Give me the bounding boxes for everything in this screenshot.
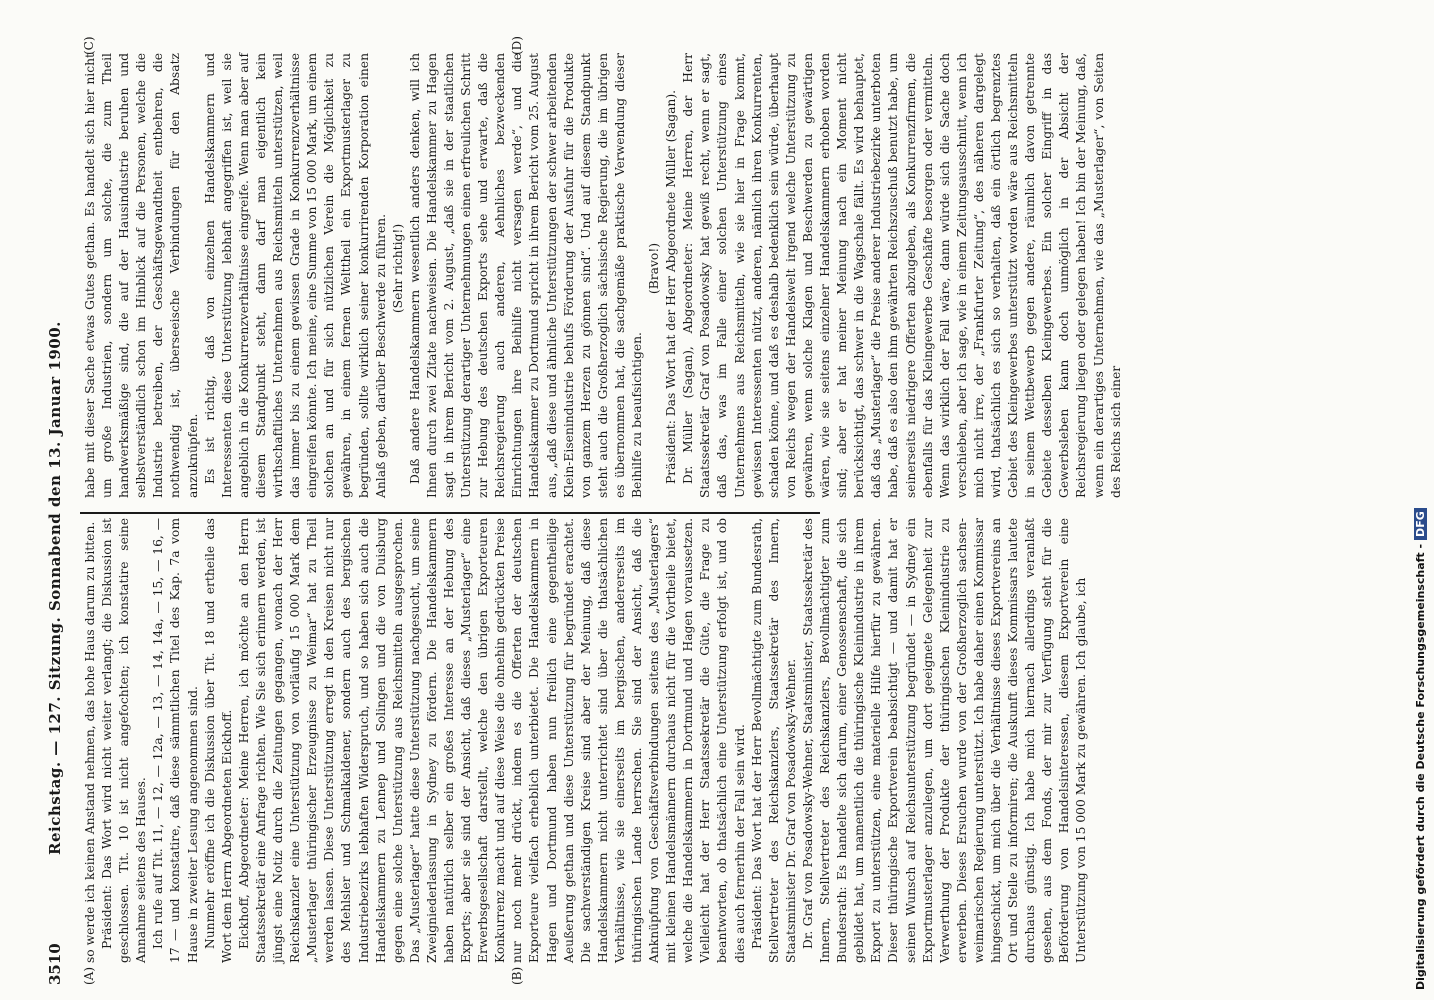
paragraph: (Sehr richtig!): [390, 223, 405, 314]
digitization-credit: [1414, 508, 1427, 990]
left-column: [82, 518, 1089, 963]
paragraph: Es ist richtig, daß von einzelnen Handelskammern und Interessenten diese Unterstützung lebhaft angegriffen ist, weil sie angeblich in die Konkurrenzverhältnisse eingreife. Wenn man aber auf diesem Standpunkt steht, dann darf man eigentlich kein wirthschaftliches Unternehmen aus Reichsmitteln unterstützen, weil das immer bis zu einem gewissen Grade in Konkurrenzverhältnisse eingreifen könnte. Ich meine, eine Summe von 15 000 Mark, um einem solchen an und für sich nützlichen Verein die Möglichkeit zu gewähren, in einem fernen Welttheil ein Exportmusterlager zu begründen, sollte wirklich seiner konkurrirenden Korporation einen Anlaß geben, darüber Beschwerde zu führen.: [202, 53, 388, 498]
dfg-logo: DFG: [1414, 508, 1427, 540]
paragraph: (Bravo!): [647, 242, 662, 295]
credit-text: Digitalisierung gefördert durch die Deutsche Forschungsgemeinschaft -: [1414, 543, 1427, 990]
page-title: Reichstag. — 127. Sitzung. Sonnabend den 13. Januar 1900.: [46, 321, 64, 855]
paragraph: Ich rufe auf Tit. 11, — 12, — 12a, — 13, — 14, 14a, — 15, — 16, — 17 — und konstatire, daß diese sämmtlichen Titel des Kap. 7a vom Hause in zweiter Lesung angenommen sind.: [151, 518, 200, 963]
margin-marker-b: (B): [510, 966, 524, 985]
page-number: 3510: [46, 943, 64, 985]
paragraph: Präsident: Das Wort hat der Herr Abgeordnete Müller (Sagan).: [664, 89, 679, 484]
page-header: [40, 35, 68, 985]
paragraph: Präsident: Das Wort wird nicht weiter verlangt; die Diskussion ist geschlossen. Tit. 10 ist nicht angefochten; ich konstatire seine Annahme seitens des Hauses.: [100, 518, 149, 963]
paragraph: Daß andere Handelskammern wesentlich anders denken, will ich Ihnen durch zwei Zitate nachweisen. Die Handelskammer zu Hagen sagt in ihrem Bericht vom 2. August, „daß sie in der staatlichen Unterstützung derartiger Unternehmungen einen erfreulichen Schritt zur Hebung des deutschen Exports sehe und erwarte, daß die Reichsregierung auch anderen, Aehnliches bezweckenden Einrichtungen ihre Beihilfe nicht versagen werde“, und die Handelskammer zu Dortmund spricht in ihrem Bericht vom 25. August aus, „daß diese und ähnliche Unterstützungen der schwer arbeitenden Klein-Eisenindustrie behufs Förderung der Ausfuhr für die Produkte von ganzem Herzen zu gönnen sind“. Und auf diesem Standpunkt steht auch die Großherzoglich sächsische Regierung, die im übrigen es übernommen hat, die sachgemäße praktische Verwendung dieser Beihilfe zu beaufsichtigen.: [407, 53, 644, 498]
column-divider: [80, 512, 820, 514]
paragraph: Dr. Müller (Sagan), Abgeordneter: Meine Herren, der Herr Staatssekretär Graf von Posadowsky hat gewiß recht, wenn er sagt, daß das, was im Falle einer solchen Unterstützung eines Unternehmens aus Reichsmitteln, wie sie hier in Frage kommt, gewissen Interessenten nützt, anderen, nämlich ihren Konkurrenten, schaden könne, und daß es deshalb bedenklich sein würde, überhaupt von Reichs wegen der Handelswelt irgend welche Unterstützung zu gewähren, wenn solche Klagen und Beschwerden zu gewärtigen wären, wie sie seitens einzelner Handelskammern erhoben worden sind; aber er hat meiner Meinung nach ein Moment nicht berücksichtigt, das schwer in die Wagschale fällt. Es wird behauptet, daß das „Musterlager“ die Preise anderer Industriebezirke unterboten habe, daß es also den ihm gewährten Reichszuschuß benutzt habe, um seinerseits niedrigere Offerten abzugeben, als Konkurrenzfirmen, die ebenfalls für das Kleingewerbe Geschäfte besorgen oder vermitteln. Wenn das wirklich der Fall wäre, dann würde sich die Sache doch verschieben, aber ich sage, wie in einem Zeitungsausschnitt, wenn ich mich nicht irre, der „Frankfurter Zeitung“, des näheren dargelegt wird, thatsächlich es sich so verhalten, daß ein örtlich begrenztes Gebiet des Kleingewerbes unterstützt worden wäre aus Reichsmitteln in seinem Wettbewerb gegen andere, räumlich davon getrennte Gebiete desselben Kleingewerbes. Ein solcher Eingriff in das Gewerbsleben kann doch unmöglich in der Absicht der Reichsregierung liegen oder gelegen haben! Ich bin der Meinung, daß, wenn ein derartiges Unternehmen, wie das „Musterlager“, von Seiten des Reichs sich einer: [681, 52, 1123, 498]
rotated-page-content: [40, 35, 1123, 985]
margin-marker-a: (A): [82, 966, 96, 985]
paragraph: Eickhoff, Abgeordneter: Meine Herren, ich möchte an den Herrn Staatssekretär eine Anfrage richten. Wie Sie sich erinnern werden, ist jüngst eine Notiz durch die Zeitungen gegangen, wonach der Herr Reichskanzler eine Unterstützung von vorläufig 15 000 Mark dem „Musterlager thüringischer Erzeugnisse zu Weimar“ hat zu Theil werden lassen. Diese Unterstützung erregt in den Kreisen nicht nur des Mehlsler und Schmalkaldener, sondern auch des bergischen Industriebezirks lebhaften Widerspruch, und so haben sich auch die Handelskammern zu Lennep und Solingen und die von Duisburg gegen eine solche Unterstützung aus Reichsmitteln ausgesprochen. Das „Musterlager“ hatte diese Unterstützung nachgesucht, um seine Zweigniederlassung in Sydney zu fördern. Die Handelskammern haben natürlich selber ein großes Interesse an der Hebung des Exports; aber sie sind der Ansicht, daß dieses „Musterlager“ eine Erwerbsgesellschaft darstellt, welche den übrigen Exporteuren Konkurrenz macht und auf diese Weise die ohnehin gedrückten Preise nur noch mehr drückt, indem es die Offerten der deutschen Exporteure vielfach erheblich unterbietet. Die Handelskammern in Hagen und Dortmund haben nun freilich eine gegentheilige Aeußerung gethan und diese Unterstützung für begründet erachtet. Die sachverständigen Kreise sind aber der Meinung, daß diese Handelskammern nicht unterrichtet sind über die thatsächlichen Verhältnisse, wie sie einerseits im bergischen, andererseits im thüringischen Lande herrschen. Sie sind der Ansicht, daß die Anknüpfung von Geschäftsverbindungen seitens des „Musterlagers“ mit kleinen Handelsmännern durchaus nicht für die Vortheile bietet, welche die Handelskammern in Dortmund und Hagen voraussetzen. Vielleicht hat der Herr Staatssekretär die Güte, die Frage zu beantworten, ob thatsächlich eine Unterstützung erfolgt ist, und ob dies auch fernerhin der Fall sein wird.: [236, 518, 747, 963]
paragraph: habe mit dieser Sache etwas Gutes gethan. Es handelt sich hier nicht um große Industrien, sondern um solche, die zum Theil handwerksmäßige sind, die auf der Hausindustrie beruhen und selbstverständlich schon im Hinblick auf die Personen, welche die Industrie betreiben, der Geschäftsgewandtheit entbehren, die nothwendig ist, überseeische Verbindungen für den Absatz anzuknüpfen.: [83, 53, 200, 498]
paragraph: so werde ich keinen Anstand nehmen, das hohe Haus darum zu bitten.: [83, 521, 97, 963]
right-column: [82, 52, 1123, 498]
margin-marker-c: (C): [82, 36, 96, 55]
paragraph: Dr. Graf von Posadowsky-Wehner, Staatsminister, Staatssekretär des Innern, Stellvertreter des Reichskanzlers, Bevollmächtigter zum Bundesrath: Es handelte sich darum, einer Genossenschaft, die sich gebildet hat, um namentlich die thüringische Kleinindustrie in ihrem Export zu unterstützen, eine materielle Hilfe hierfür zu gewähren. Dieser thüringische Exportverein beabsichtigt — und damit hat er seinen Wunsch auf Reichsunterstützung begründet — in Sydney ein Exportmusterlager anzulegen, um dort geeignete Gelegenheit zur Verwerthung der Produkte der thüringischen Kleinindustrie zu erwerben. Dieses Ersuchen wurde von der Großherzoglich sachsen-weimarischen Regierung unterstützt. Ich habe daher einen Kommissar hingeschickt, um mich über die Verhältnisse dieses Exportvereins an Ort und Stelle zu informiren; die Auskunft dieses Kommissars lautete durchaus günstig. Ich habe mich hiernach allerdings veranlaßt gesehen, aus dem Fonds, der mir zur Verfügung steht für die Beförderung von Handelsinteressen, diesem Exportverein eine Unterstützung von 15 000 Mark zu gewähren. Ich glaube, ich: [800, 518, 1089, 963]
paragraph: Präsident: Das Wort hat der Herr Bevollmächtigte zum Bundesrath, Stellvertreter des Reichskanzlers, Staatssekretär des Innern, Staatsminister Dr. Graf von Posadowsky-Wehner.: [749, 518, 798, 963]
paragraph: Nunmehr eröffne ich die Diskussion über Tit. 18 und ertheile das Wort dem Herrn Abgeordneten Eickhoff.: [202, 518, 234, 963]
margin-marker-d: (D): [510, 36, 524, 55]
